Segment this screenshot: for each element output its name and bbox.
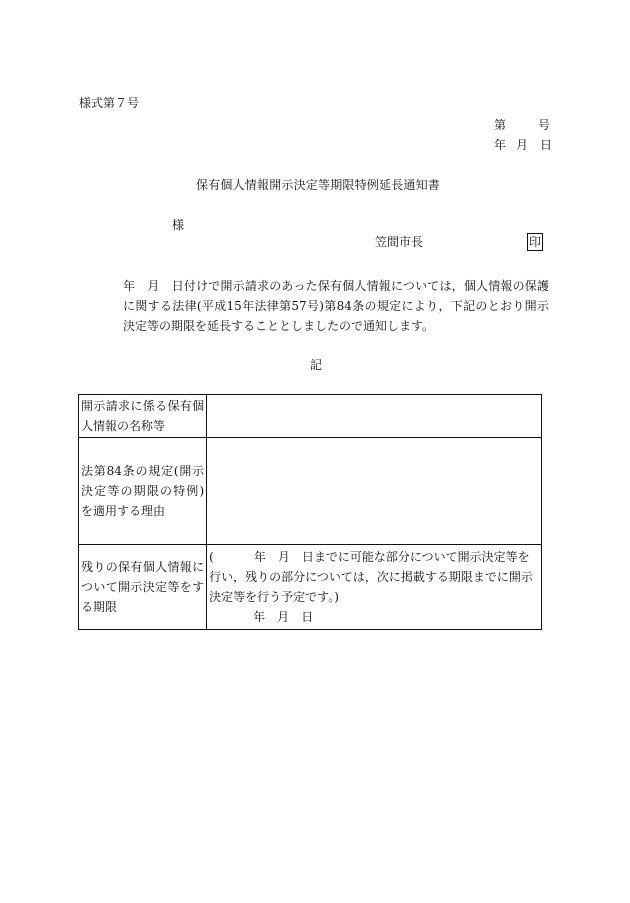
seal-box: 印 <box>528 235 541 249</box>
addressee-suffix: 様 <box>172 218 185 232</box>
deadline-text: ( 年 月 日までに可能な部分について開示決定等を行い，残りの部分については，次に掲載する期限までに開示決定等を行う予定です。) <box>209 550 533 604</box>
issuer-name: 笠間市長 <box>375 235 424 249</box>
row-value <box>207 395 542 438</box>
deadline-date: 年 月 日 <box>253 610 314 624</box>
row-label: 残りの保有個人情報について開示決定等をする期限 <box>79 545 207 630</box>
form-number: 様式第７号 <box>79 96 140 110</box>
body-year: 年 <box>123 279 136 293</box>
document-number-label: 第 <box>494 118 507 132</box>
date-year: 年 <box>494 138 507 152</box>
table-row <box>79 545 542 630</box>
detail-table <box>78 394 542 630</box>
document-title: 保有個人情報開示決定等期限特例延長通知書 <box>196 178 441 192</box>
row-value <box>207 545 542 630</box>
table-row <box>79 438 542 545</box>
body-paragraph <box>79 276 549 336</box>
document-number-suffix: 号 <box>538 118 551 132</box>
ki-heading: 記 <box>310 358 323 372</box>
body-month: 月 <box>147 279 160 293</box>
row-value <box>207 438 542 545</box>
date-day: 日 <box>540 138 553 152</box>
row-label: 開示請求に係る保有個人情報の名称等 <box>79 395 207 438</box>
date-month: 月 <box>516 138 529 152</box>
row-label: 法第84条の規定(開示決定等の期限の特例)を適用する理由 <box>79 438 207 545</box>
table-row <box>79 395 542 438</box>
body-text-rest: 日付けで開示請求のあった保有個人情報については，個人情報の保護に関する法律(平成15年法律第57号)第84条の規定により，下記のとおり開示決定等の期限を延長することとしましたので通知します。 <box>123 279 549 333</box>
